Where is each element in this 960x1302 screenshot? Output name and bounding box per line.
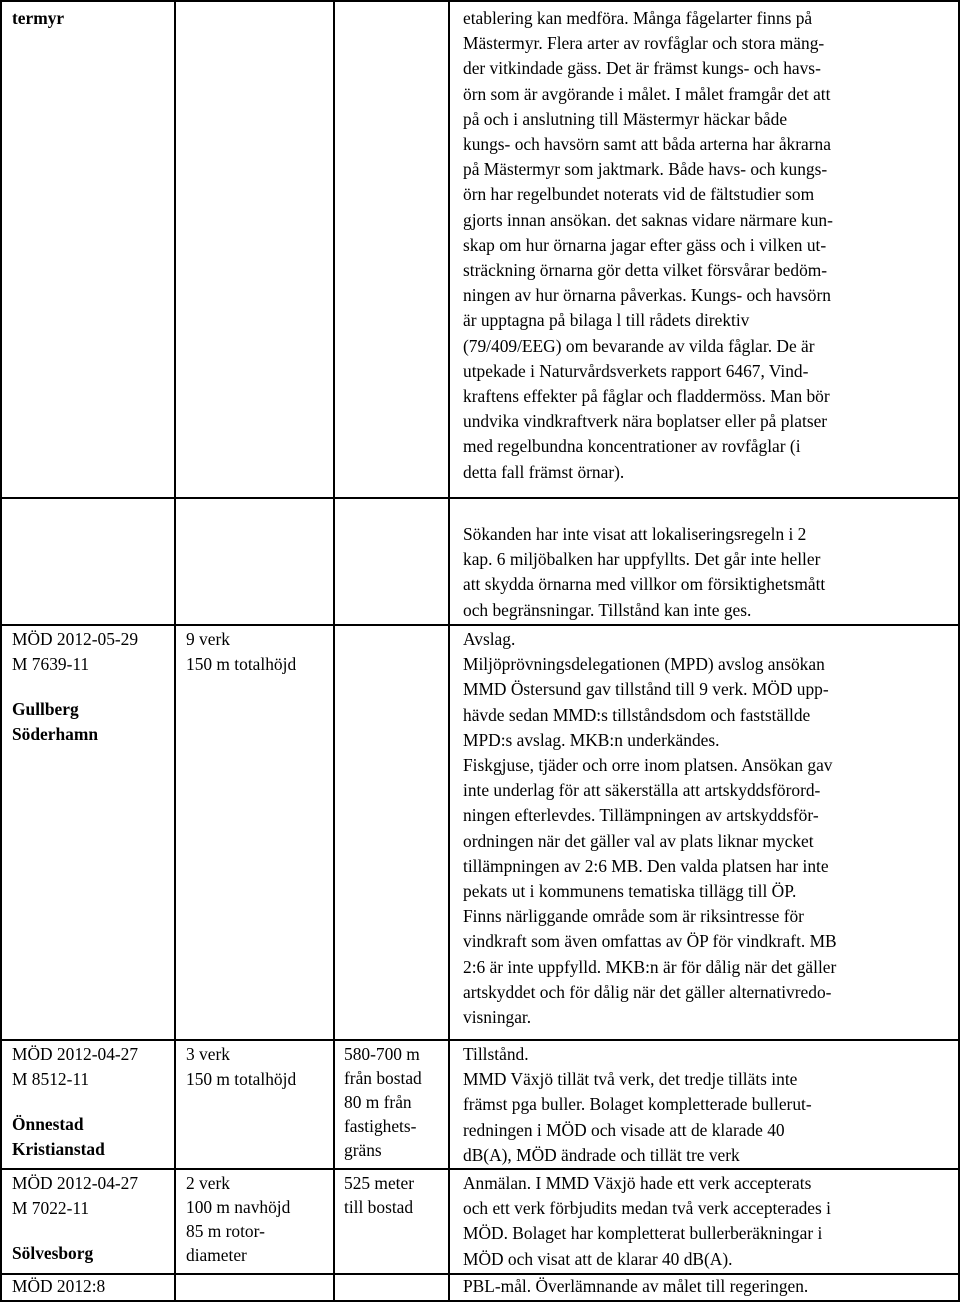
- size-line: diameter: [186, 1245, 247, 1265]
- column-divider-2: [333, 0, 335, 1302]
- text-line: MÖD och visat att de klarar 40 dB(A).: [463, 1248, 733, 1269]
- row5-case: [12, 1171, 138, 1221]
- text-line: Finns närliggande område som är riksintresse för: [463, 906, 804, 927]
- text-line: dB(A), MÖD ändrade och tillät tre verk: [463, 1144, 740, 1165]
- text-line: ordningen när det gäller val av plats liknar mycket: [463, 830, 814, 851]
- text-line: främst pga buller. Bolaget kompletterade bullerut-: [463, 1094, 812, 1115]
- text-line: örn som är avgörande i målet. I målet framgår det att: [463, 83, 831, 104]
- text-line: Sökanden har inte visat att lokaliseringsregeln i 2: [463, 524, 807, 544]
- distance-line: gräns: [344, 1140, 382, 1160]
- row3-case: [12, 627, 138, 677]
- text-line: kraftens effekter på fåglar och fladdermöss. Man bör: [463, 386, 830, 407]
- text-line: etablering kan medföra. Många fågelarter finns på: [463, 8, 813, 28]
- text-line: inte underlag för att säkerställa att artskyddsförord-: [463, 780, 821, 801]
- place-line: Sölvesborg: [12, 1243, 94, 1263]
- outcome-label: Tillstånd.: [463, 1044, 529, 1064]
- text-line: utpekade i Naturvårdsverkets rapport 6467, Vind-: [463, 360, 809, 381]
- size-line: 150 m totalhöjd: [186, 1069, 297, 1090]
- size-line: 150 m totalhöjd: [186, 654, 297, 675]
- text-line: örn har regelbundet noterats vid de fältstudier som: [463, 184, 815, 205]
- row4-distance: [344, 1042, 422, 1162]
- text-line: MMD Växjö tillät två verk, det tredje tilläts inte: [463, 1069, 798, 1090]
- place-line: Gullberg: [12, 699, 79, 719]
- text-line: kap. 6 miljöbalken har uppfyllts. Det går inte heller: [463, 549, 821, 570]
- text-line: med regelbundna koncentrationer av rovfåglar (i: [463, 436, 801, 457]
- column-divider-1: [174, 0, 176, 1302]
- case-line: MÖD 2012-05-29: [12, 629, 139, 649]
- row3-size: [186, 627, 296, 677]
- row5-place: [12, 1241, 93, 1266]
- row2-description: [463, 522, 825, 623]
- text-line: 2:6 är inte uppfylld. MKB:n är för dålig när det gäller: [463, 956, 837, 977]
- place-line: Kristianstad: [12, 1139, 105, 1160]
- case-line: MÖD 2012:8: [12, 1276, 106, 1296]
- table-border-top: [0, 0, 960, 2]
- text-line: ningen av hur örnarna påverkas. Kungs- och havsörn: [463, 285, 831, 306]
- row6-case: [12, 1274, 105, 1299]
- text-line: (79/409/EEG) om bevarande av vilda fåglar. De är: [463, 335, 815, 356]
- location-line: termyr: [12, 8, 65, 28]
- text-line: PBL-mål. Överlämnande av målet till regeringen.: [463, 1276, 809, 1296]
- table-border-left: [0, 0, 2, 1302]
- row5-size: [186, 1171, 290, 1267]
- text-line: detta fall främst örnar).: [463, 461, 625, 482]
- text-line: hävde sedan MMD:s tillståndsdom och fastställde: [463, 704, 811, 725]
- row4-size: [186, 1042, 296, 1092]
- row3-place: [12, 697, 98, 747]
- text-line: undvika vindkraftverk nära boplatser eller på platser: [463, 411, 828, 432]
- case-line: M 7639-11: [12, 654, 90, 675]
- text-line: vindkraft som även omfattas av ÖP för vindkraft. MB: [463, 931, 837, 952]
- size-line: 9 verk: [186, 629, 230, 649]
- case-line: M 7022-11: [12, 1198, 90, 1219]
- text-line: artskyddet och för dålig när det gäller alternativredo-: [463, 981, 832, 1002]
- text-line: der vitkindade gäss. Det är främst kungs- och havs-: [463, 58, 821, 79]
- text-line: och begränsningar. Tillstånd kan inte ges.: [463, 599, 752, 620]
- text-line: ningen efterlevdes. Tillämpningen av artskyddsför-: [463, 805, 819, 826]
- distance-line: till bostad: [344, 1197, 414, 1217]
- text-line: tillämpningen av 2:6 MB. Den valda platsen har inte: [463, 855, 829, 876]
- text-line: sträckning örnarna gör detta vilket försvårar bedöm-: [463, 260, 828, 281]
- outcome-label: Avslag.: [463, 629, 516, 649]
- row5-distance: [344, 1171, 414, 1219]
- column-divider-3: [448, 0, 450, 1302]
- size-line: 2 verk: [186, 1173, 230, 1193]
- text-line: skap om hur örnarna jagar efter gäss och i vilken ut-: [463, 234, 827, 255]
- distance-line: 580-700 m: [344, 1044, 420, 1064]
- place-line: Söderhamn: [12, 724, 99, 745]
- row-divider-1: [0, 497, 960, 499]
- text-line: MÖD. Bolaget har kompletterat bullerberäkningar i: [463, 1223, 823, 1244]
- size-line: 3 verk: [186, 1044, 230, 1064]
- text-line: Miljöprövningsdelegationen (MPD) avslog ansökan: [463, 654, 825, 675]
- text-line: på och i anslutning till Mästermyr häckar både: [463, 108, 788, 129]
- row-divider-2: [0, 624, 960, 626]
- row4-description: [463, 1042, 812, 1168]
- text-line: på Mästermyr som jaktmark. Både havs- och kungs-: [463, 159, 828, 180]
- text-line: att skydda örnarna med villkor om försiktighetsmått: [463, 574, 826, 595]
- row3-description: [463, 627, 837, 1030]
- size-line: 85 m rotor-: [186, 1221, 265, 1241]
- text-line: och ett verk förbjudits medan två verk accepterades i: [463, 1198, 831, 1219]
- row1-description: [463, 6, 833, 485]
- place-line: Önnestad: [12, 1114, 84, 1134]
- row1-location: [12, 6, 64, 31]
- row6-description: [463, 1274, 808, 1299]
- text-line: MMD Östersund gav tillstånd till 9 verk. MÖD upp-: [463, 679, 829, 700]
- distance-line: fastighets-: [344, 1116, 417, 1136]
- text-line: redningen i MÖD och visade att de klarade 40: [463, 1119, 785, 1140]
- distance-line: 80 m från: [344, 1092, 412, 1112]
- row5-description: [463, 1171, 831, 1272]
- text-line: MPD:s avslag. MKB:n underkändes.: [463, 729, 720, 750]
- text-line: Fiskgjuse, tjäder och orre inom platsen. Ansökan gav: [463, 755, 833, 776]
- text-line-first: [463, 1171, 831, 1196]
- row-divider-3: [0, 1039, 960, 1041]
- distance-line: från bostad: [344, 1068, 422, 1088]
- text-line: är upptagna på bilaga l till rådets direktiv: [463, 310, 750, 331]
- outcome-label: Anmälan.: [463, 1173, 532, 1193]
- case-line: MÖD 2012-04-27: [12, 1173, 139, 1193]
- case-line: MÖD 2012-04-27: [12, 1044, 139, 1064]
- size-line: 100 m navhöjd: [186, 1197, 291, 1217]
- row4-place: [12, 1112, 105, 1162]
- distance-line: 525 meter: [344, 1173, 415, 1193]
- text-line: I MMD Växjö hade ett verk accepterats: [535, 1173, 812, 1193]
- case-line: M 8512-11: [12, 1069, 90, 1090]
- text-line: pekats ut i kommunens tematiska tillägg till ÖP.: [463, 881, 797, 902]
- text-line: Mästermyr. Flera arter av rovfåglar och stora mäng-: [463, 33, 825, 54]
- text-line: visningar.: [463, 1007, 532, 1028]
- row-divider-4: [0, 1168, 960, 1170]
- text-line: gjorts innan ansökan. det saknas vidare närmare kun-: [463, 209, 833, 230]
- text-line: kungs- och havsörn samt att båda arterna har åkrarna: [463, 134, 831, 155]
- row4-case: [12, 1042, 138, 1092]
